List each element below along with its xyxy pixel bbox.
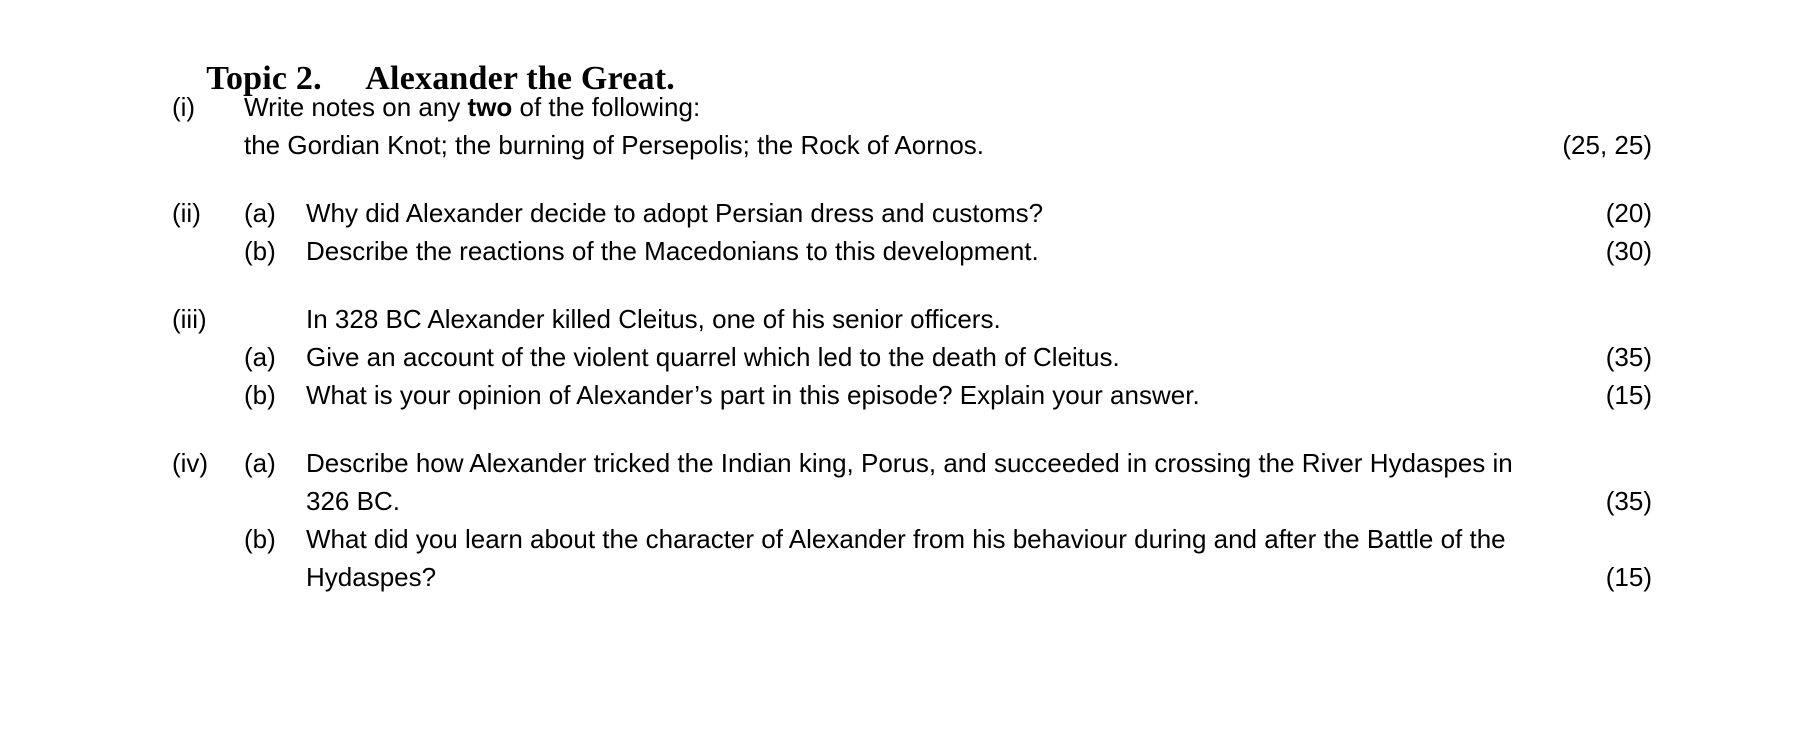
marks-allocation: (15) bbox=[1605, 562, 1652, 592]
question-roman-numeral: (iii) bbox=[172, 304, 207, 334]
topic-number: Topic 2. bbox=[206, 60, 322, 97]
question-text: What did you learn about the character of Alexander from his behaviour during and after the Battle of the Hydaspes? bbox=[306, 524, 1506, 592]
question-text: Give an account of the violent quarrel which led to the death of Cleitus. bbox=[306, 342, 1120, 372]
question-part-letter: (a) bbox=[244, 198, 276, 228]
question-text: the Gordian Knot; the burning of Persepolis; the Rock of Aornos. bbox=[244, 130, 984, 160]
question-part-letter: (b) bbox=[244, 236, 276, 266]
question-block bbox=[172, 444, 1652, 596]
marks-allocation: (30) bbox=[1605, 236, 1652, 266]
question-line bbox=[172, 338, 1652, 376]
question-part-letter: (a) bbox=[244, 342, 276, 372]
question-line bbox=[172, 300, 1652, 338]
question-part-letter: (a) bbox=[244, 448, 276, 478]
question-line bbox=[172, 376, 1652, 414]
question-part-letter: (b) bbox=[244, 380, 276, 410]
question-text: Describe how Alexander tricked the Indian king, Porus, and succeeded in crossing the River Hydaspes in 326 BC. bbox=[306, 448, 1513, 516]
question-line bbox=[172, 88, 1652, 126]
topic-title: Alexander the Great. bbox=[365, 60, 675, 97]
question-line bbox=[172, 194, 1652, 232]
marks-allocation: (35) bbox=[1605, 486, 1652, 516]
question-text: Why did Alexander decide to adopt Persian dress and customs? bbox=[306, 198, 1044, 228]
question-roman-numeral: (i) bbox=[172, 92, 196, 122]
question-line bbox=[172, 232, 1652, 270]
question-list bbox=[172, 88, 1652, 596]
marks-allocation: (35) bbox=[1605, 342, 1652, 372]
question-line bbox=[172, 444, 1652, 520]
question-text: In 328 BC Alexander killed Cleitus, one of his senior officers. bbox=[306, 304, 1001, 334]
question-roman-numeral: (iv) bbox=[172, 448, 209, 478]
question-text: What is your opinion of Alexander’s part in this episode? Explain your answer. bbox=[306, 380, 1200, 410]
question-line bbox=[172, 520, 1652, 596]
question-text: Describe the reactions of the Macedonians to this development. bbox=[306, 236, 1039, 266]
question-block bbox=[172, 194, 1652, 270]
question-block bbox=[172, 300, 1652, 414]
question-line bbox=[172, 126, 1652, 164]
question-part-letter: (b) bbox=[244, 524, 276, 554]
marks-allocation: (20) bbox=[1605, 198, 1652, 228]
marks-allocation: (25, 25) bbox=[1562, 130, 1652, 160]
question-text: Write notes on any two of the following: bbox=[244, 92, 701, 122]
question-block bbox=[172, 88, 1652, 164]
question-roman-numeral: (ii) bbox=[172, 198, 201, 228]
marks-allocation: (15) bbox=[1605, 380, 1652, 410]
